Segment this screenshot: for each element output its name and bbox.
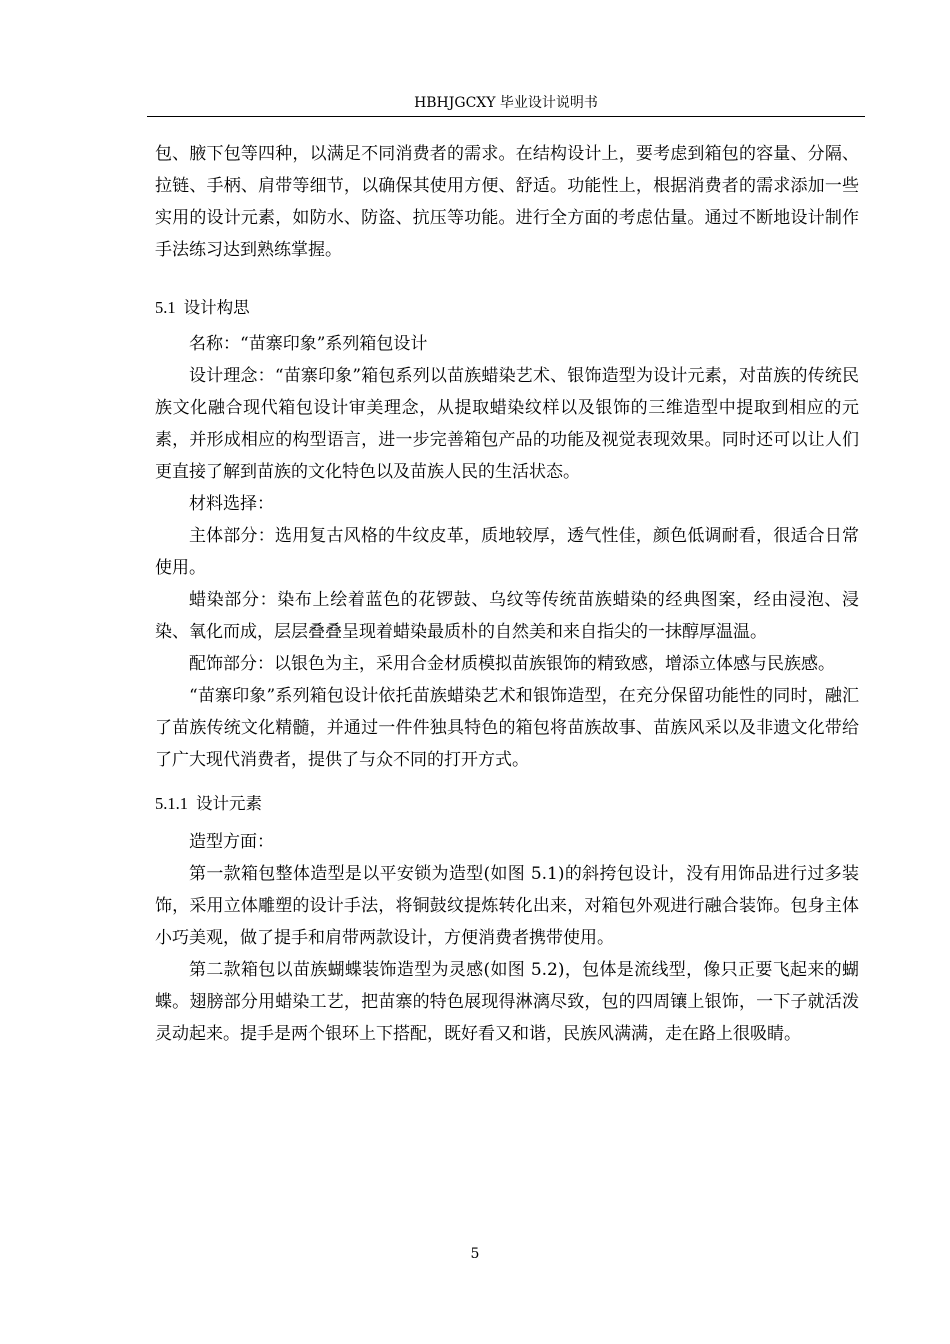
section-title: 设计构思: [183, 298, 250, 317]
paragraph: 名称：“苗寨印象”系列箱包设计: [189, 334, 428, 354]
page-number: 5: [470, 1246, 480, 1262]
page-header: HBHJGCXY 毕业设计说明书: [414, 95, 598, 111]
paragraph: 第一款箱包整体造型是以平安锁为造型(如图 5.1)的斜挎包设计，没有用饰品进行过多装饰，采用立体雕塑的设计手法，将铜鼓纹提炼转化出来，对箱包外观进行融合装饰。包身主体小巧美观，做了提手和肩带两款设计，方便消费者携带使用。: [155, 864, 859, 948]
paragraph: 设计理念：“苗寨印象”箱包系列以苗族蜡染艺术、银饰造型为设计元素，对苗族的传统民族文化融合现代箱包设计审美理念，从提取蜡染纹样以及银饰的三维造型中提取到相应的元素，并形成相应的构型语言，进一步完善箱包产品的功能及视觉表现效果。同时还可以让人们更直接了解到苗族的文化特色以及苗族人民的生活状态。: [155, 366, 859, 482]
section-number: 5.1.1: [155, 794, 188, 813]
section-number: 5.1: [155, 298, 176, 317]
section-heading-5-1-1: [155, 788, 859, 820]
paragraph: 主体部分：选用复古风格的牛纹皮革，质地较厚，透气性佳，颜色低调耐看，很适合日常使用。: [155, 526, 859, 578]
paragraph: 造型方面：: [189, 832, 274, 852]
paragraph: 第二款箱包以苗族蝴蝶装饰造型为灵感(如图 5.2)，包体是流线型，像只正要飞起来的蝴蝶。翅膀部分用蜡染工艺，把苗寨的特色展现得淋漓尽致，包的四周镶上银饰，一下子就活泼灵动起来。提手是两个银环上下搭配，既好看又和谐，民族风满满，走在路上很吸睛。: [155, 960, 859, 1044]
paragraph: “苗寨印象”系列箱包设计依托苗族蜡染艺术和银饰造型，在充分保留功能性的同时，融汇了苗族传统文化精髓，并通过一件件独具特色的箱包将苗族故事、苗族风采以及非遗文化带给了广大现代消费者，提供了与众不同的打开方式。: [155, 686, 859, 770]
section-title: 设计元素: [196, 794, 262, 813]
paragraph: 材料选择：: [189, 494, 274, 514]
paragraph: 配饰部分：以银色为主，采用合金材质模拟苗族银饰的精致感，增添立体感与民族感。: [189, 654, 835, 674]
header-rule: [147, 116, 865, 117]
document-body: [155, 138, 859, 1050]
paragraph: 蜡染部分：染布上绘着蓝色的花锣鼓、乌纹等传统苗族蜡染的经典图案，经由浸泡、浸染、氧化而成，层层叠叠呈现着蜡染最质朴的自然美和来自指尖的一抹醇厚温温。: [155, 590, 859, 642]
section-heading-5-1: [155, 292, 859, 324]
paragraph: 包、腋下包等四种，以满足不同消费者的需求。在结构设计上，要考虑到箱包的容量、分隔、拉链、手柄、肩带等细节，以确保其使用方便、舒适。功能性上，根据消费者的需求添加一些实用的设计元素，如防水、防盗、抗压等功能。进行全方面的考虑估量。通过不断地设计制作手法练习达到熟练掌握。: [155, 144, 859, 260]
